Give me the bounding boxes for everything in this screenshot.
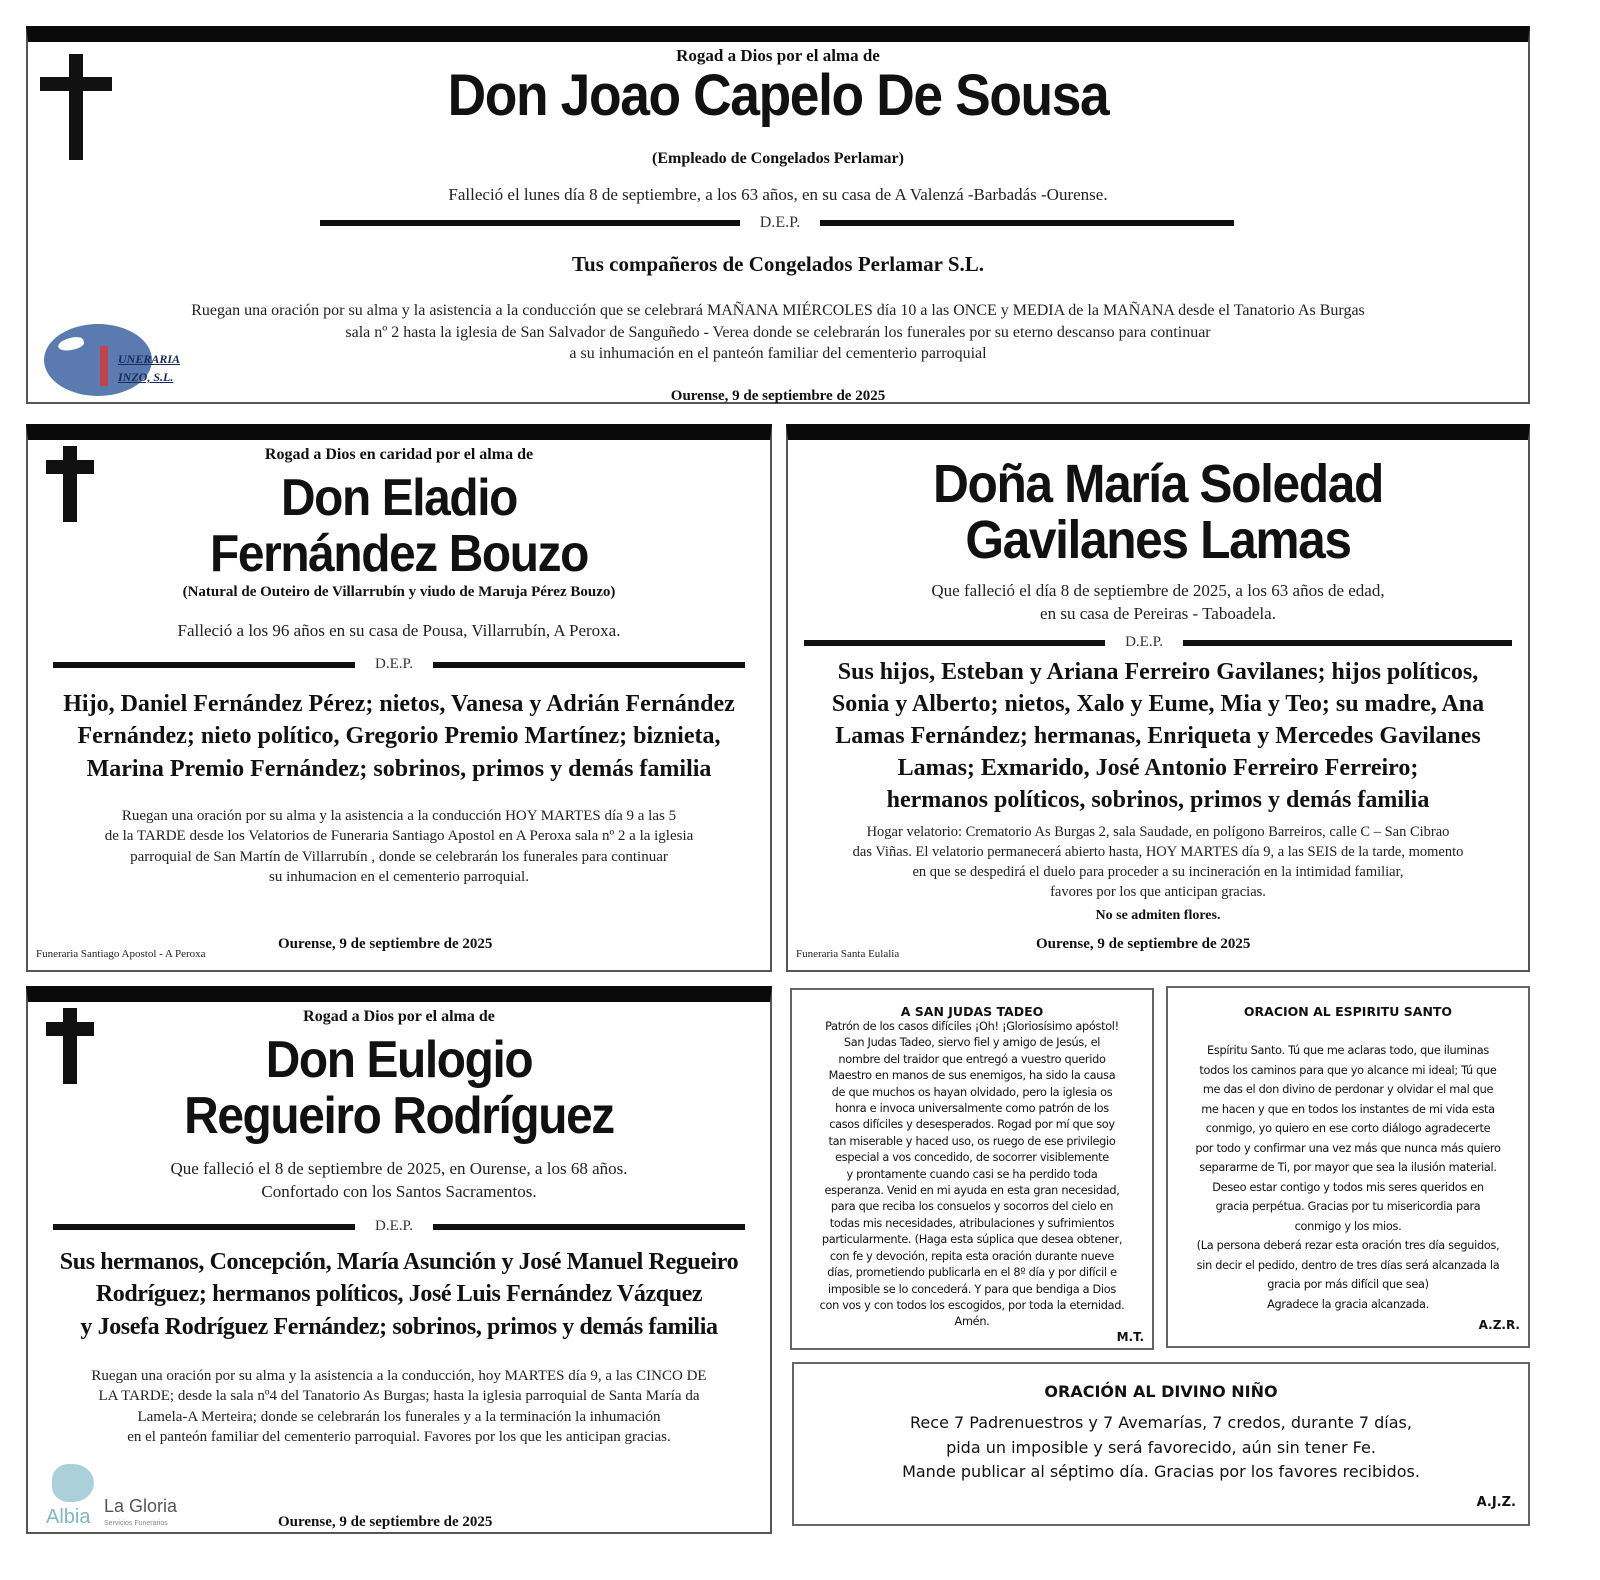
prayer-text: Patrón de los casos difíciles ¡Oh! ¡Gloriosísimo apóstol! San Judas Tadeo, siervo fiel y amigo de Jesús, el nombre del traidor que entregó a vuestro querido Maestro en manos de sus enemigos, ha sido la causa de que muchos os hayan olvidado, pero la iglesia os honra e invoca universalmente como patrón de los casos difíciles y desesperados. Rogad por mí que soy tan miserable y haced uso, os ruego de ese privilegio especial a vos concedido, de socorrer visiblemente y prontamente cuando casi se ha perdido toda esperanza. Venid en mi ayuda en esta gran necesidad, para que reciba los consuelos y socorros del cielo en todas mis necesidades, atribulaciones y sufrimientos particularmente. (Haga esta súplica que desea obtener, con fe y devoción, repita esta oración durante nueve días, prometiendo publicarla en el 8º día y por difícil e imposible se lo concederá. Y para que bendiga a Dios con vos y con todos los escogidos, por toda la eternidad. Amén.: [819, 1020, 1125, 1329]
prefix: Rogad a Dios en caridad por el alma de: [264, 446, 534, 463]
signature: M.T.: [1116, 1330, 1144, 1344]
prayer-san-judas-tadeo: [790, 988, 1154, 1350]
dep-divider: D.E.P.: [44, 1218, 754, 1235]
family: Sus hijos, Esteban y Ariana Ferreiro Gavilanes; hijos políticos, Sonia y Alberto; nietos, Xalo y Eume, Mia y Teo; su madre, Ana Lamas Fernández; hermanas, Enriqueta y Mercedes Gavilanes Lamas; Exmarido, José Antonio Ferreiro Ferreiro; hermanos políticos, sobrinos, primos y demás familia: [831, 659, 1485, 813]
deceased-name: Don Joao Capelo De Sousa: [447, 63, 1109, 128]
prefix: Rogad a Dios por el alma de: [676, 46, 880, 65]
subtitle: (Natural de Outeiro de Villarrubín y viudo de Maruja Pérez Bouzo): [182, 584, 616, 600]
funeral-home: Funeraria Santiago Apostol - A Peroxa: [36, 948, 206, 960]
family: Hijo, Daniel Fernández Pérez; nietos, Vanesa y Adrián Fernández Fernández; nieto político, Gregorio Premio Martínez; biznieta, Marina Premio Fernández; sobrinos, primos y demás familia: [63, 691, 735, 782]
funeral-home: Funeraria Santa Eulalia: [796, 948, 900, 960]
funeraria-inzo-logo: UNERARIA INZO, S.L.: [44, 324, 214, 396]
death-line: Falleció a los 96 años en su casa de Pousa, Villarrubín, A Peroxa.: [177, 621, 621, 640]
dep-divider: D.E.P.: [44, 656, 754, 673]
family: Tus compañeros de Congelados Perlamar S.L.: [571, 252, 985, 276]
prayer-text: Espíritu Santo. Tú que me aclaras todo, que iluminas todos los caminos para que yo alcance mi ideal; Tú que me das el don divino de perdonar y olvidar el mal que me hacen y que en todos los instantes de mi vida esta conmigo, yo quiero en ese corto diálogo agradecerte por todo y confirmar una vez más que nunca más quiero separarme de Ti, por mayor que sea la ilusión material. Deseo estar contigo y todos mis seres queridos en gracia perpétua. Gracias por tu misericordia para conmigo y los mios. (La persona deberá rezar esta oración tres día seguidos, sin decir el pedido, dentro de tres días será alcanzada la gracia por más difícil que sea) Agradece la gracia alcanzada.: [1195, 1044, 1501, 1311]
wake-details: Hogar velatorio: Crematorio As Burgas 2, sala Saudade, en polígono Barreiros, calle C – San Cibrao das Viñas. El velatorio permanecerá abierto hasta, HOY MARTES día 9, a las SEIS de la tarde, momento en que se despedirá el duelo para proceder a su incineración en la intimidad familiar, favores por los que anticipan gracias.: [852, 824, 1464, 900]
prayer-espiritu-santo: [1166, 986, 1530, 1348]
funeral-details: Ruegan una oración por su alma y la asistencia a la conducción, hoy MARTES día 9, a las CINCO DE LA TARDE; desde la sala nº4 del Tanatorio As Burgas; hasta la iglesia parroquial de Santa María da Lamela-A Merteira; donde se celebrarán los funerales y a la terminación la inhumación en el panteón familiar del cementerio parroquial. Favores por los que les anticipan gracias.: [91, 1368, 707, 1445]
prayer-title: ORACION AL ESPIRITU SANTO: [1243, 1004, 1453, 1019]
death-line: Que falleció el 8 de septiembre de 2025, en Ourense, a los 68 años. Confortado con los Santos Sacramentos.: [170, 1159, 628, 1201]
deceased-name: Doña María Soledad Gavilanes Lamas: [933, 454, 1383, 570]
death-line: Que falleció el día 8 de septiembre de 2025, a los 63 años de edad, en su casa de Pereiras - Taboadela.: [931, 581, 1385, 623]
subtitle: (Empleado de Congelados Perlamar): [652, 150, 904, 167]
notice-date: Ourense, 9 de septiembre de 2025: [1036, 936, 1251, 952]
signature: A.Z.R.: [1478, 1318, 1520, 1332]
prefix: Rogad a Dios por el alma de: [303, 1008, 495, 1025]
albia-la-gloria-logo: Albia La Gloria Servicios Funerarios: [46, 1464, 216, 1536]
no-flowers-note: No se admiten flores.: [1095, 908, 1221, 923]
prayer-title: A SAN JUDAS TADEO: [900, 1004, 1044, 1019]
funeral-details: Ruegan una oración por su alma y la asistencia a la conducción que se celebrará MAÑANA MIÉRCOLES día 10 a las ONCE y MEDIA de la MAÑANA desde el Tanatorio As Burgas sala nº 2 hasta la iglesia de San Salvador de Sanguñedo - Verea donde se celebrarán los funerales por su eterno descanso para continuar a su inhumación en el panteón familiar del cementerio parroquial: [191, 302, 1365, 363]
obituary-joao-capelo: [26, 26, 1530, 404]
notice-date: Ourense, 9 de septiembre de 2025: [670, 388, 886, 404]
prayer-divino-nino: [792, 1362, 1530, 1526]
signature: A.J.Z.: [1476, 1495, 1516, 1510]
deceased-name: Don Eladio Fernández Bouzo: [210, 469, 588, 583]
albia-icon: [52, 1464, 94, 1502]
dep-divider: D.E.P.: [306, 214, 1248, 232]
obituary-eladio-fernandez: [26, 424, 772, 972]
deceased-name: Don Eulogio Regueiro Rodríguez: [184, 1031, 614, 1145]
prayer-title: ORACIÓN AL DIVINO NIÑO: [1044, 1382, 1278, 1401]
family: Sus hermanos, Concepción, María Asunción y José Manuel Regueiro Rodríguez; hermanos políticos, José Luis Fernández Vázquez y Josefa Rodríguez Fernández; sobrinos, primos y demás familia: [59, 1249, 739, 1340]
death-line: Falleció el lunes día 8 de septiembre, a los 63 años, en su casa de A Valenzá -Barbadás -Ourense.: [448, 185, 1108, 204]
notice-date: Ourense, 9 de septiembre de 2025: [278, 936, 493, 952]
funeral-details: Ruegan una oración por su alma y la asistencia a la conducción HOY MARTES día 9 a las 5 de la TARDE desde los Velatorios de Funeraria Santiago Apostol en A Peroxa sala nº 2 a la iglesia parroquial de San Martín de Villarrubín , donde se celebrarán los funerales para continuar su inhumacion en el cementerio parroquial.: [104, 808, 694, 885]
obituary-soledad-gavilanes: [786, 424, 1530, 972]
notice-date: Ourense, 9 de septiembre de 2025: [278, 1514, 493, 1530]
prayer-text: Rece 7 Padrenuestros y 7 Avemarías, 7 credos, durante 7 días, pida un imposible y será favorecido, aún sin tener Fe. Mande publicar al séptimo día. Gracias por los favores recibidos.: [902, 1413, 1420, 1481]
obituary-eulogio-regueiro: [26, 986, 772, 1534]
dep-divider: D.E.P.: [804, 634, 1512, 651]
